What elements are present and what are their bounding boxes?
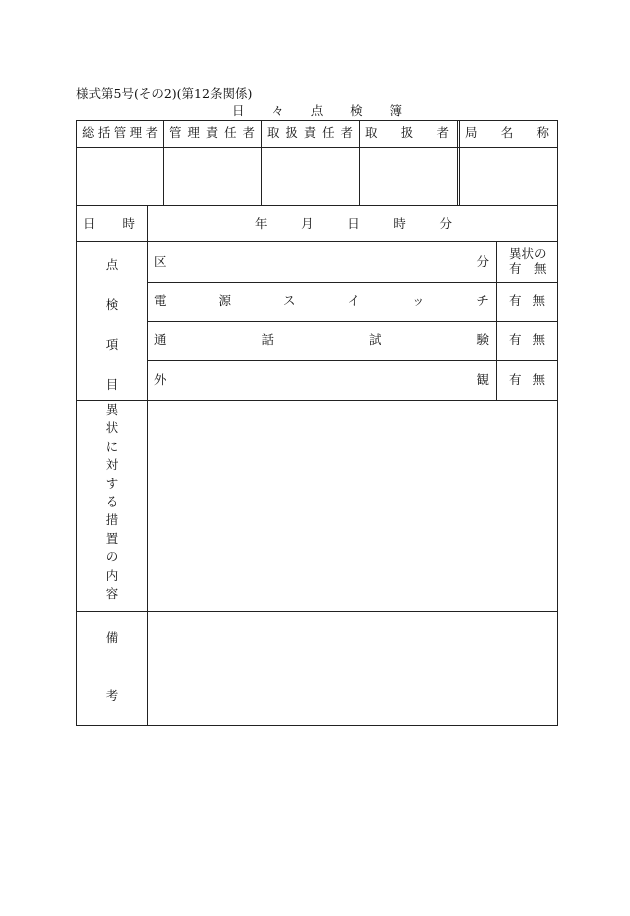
label-char: ス [282,293,296,308]
header-manager [169,126,255,140]
result-no: 無 [532,293,545,308]
table-border-right [557,120,558,726]
table-rule [496,241,497,401]
datetime-units [255,217,452,231]
label-char: 理 [187,125,200,140]
label-char: 話 [261,332,274,347]
label-char: 理 [129,125,143,140]
inspection-items-label [104,258,120,392]
result-no: 無 [532,372,545,387]
label-char: 検 [105,297,119,312]
label-char: 者 [436,125,449,140]
anomaly-header [509,246,547,276]
table-border-bottom [76,725,558,726]
table-border-top [76,120,558,121]
label-char: の [105,549,119,565]
label-char: 取 [365,125,378,140]
table-rule [76,205,558,206]
label-char: 扱 [400,125,414,140]
label-char: 措 [105,512,119,528]
label-char: 管 [113,125,127,140]
result-yes: 有 [509,332,522,347]
label-char: 状 [105,420,119,436]
handling-supervisor-entry[interactable] [262,148,359,205]
power-switch-result[interactable] [509,294,545,308]
label-char: ッ [411,293,425,308]
table-rule [457,120,458,206]
label-char: る [105,493,119,509]
label-char: 管 [169,125,182,140]
label-char: 責 [303,125,317,140]
measures-entry[interactable] [148,401,557,611]
label-char: 異 [105,402,119,417]
label-char: チ [476,293,489,308]
label-char: 通 [154,332,167,347]
result-yes: 有 [509,372,522,387]
form-title [232,101,402,119]
label-char: 分 [476,254,489,269]
handler-entry[interactable] [360,148,457,205]
form-number: 様式第5号(その2)(第12条関係) [76,86,253,101]
label-char: 考 [105,688,119,703]
general-manager-entry[interactable] [77,148,163,205]
datetime-label [83,217,135,231]
label-char: 電 [154,293,167,308]
remarks-label [104,631,120,703]
label-char: 置 [105,530,119,546]
label-char: 試 [368,332,382,347]
label-char: 区 [154,254,167,269]
label-char: 項 [105,337,119,352]
label-char: 目 [105,377,119,392]
label-char: 扱 [285,125,298,140]
measures-label [104,403,120,601]
label-char: 括 [97,125,111,140]
table-border-left [76,120,77,726]
result-yes: 有 [509,293,522,308]
label-char: 容 [105,585,119,601]
label-char: 時 [122,216,135,231]
exterior-result[interactable] [509,373,545,387]
manager-entry[interactable] [164,148,261,205]
day-unit: 日 [347,216,360,231]
label-char: す [105,475,119,491]
inspection-item-exterior [154,373,489,387]
label-char: に [105,438,119,454]
anomaly-header-line1: 異状の [509,246,547,261]
title-char: 日 [232,103,245,118]
label-char: 者 [340,125,353,140]
label-char: 点 [105,257,119,272]
label-char: 日 [83,216,96,231]
inspection-item-call-test [154,333,489,347]
label-char: 任 [224,125,237,140]
label-char: 対 [105,457,119,473]
label-char: 源 [218,293,231,308]
label-char: イ [347,293,360,308]
header-handling-supervisor [267,126,353,140]
label-char: 名 [500,125,514,140]
hour-unit: 時 [393,216,406,231]
label-char: 責 [205,125,219,140]
label-char: 験 [476,332,489,347]
minute-unit: 分 [439,216,452,231]
call-test-result[interactable] [509,333,545,347]
label-char: 者 [242,125,255,140]
label-char: 内 [105,567,119,583]
label-char: 観 [476,372,489,387]
label-char: 取 [267,125,280,140]
label-char: 者 [145,125,158,140]
title-char: 点 [310,103,324,118]
label-char: 局 [465,125,478,140]
category-header [154,255,489,269]
title-char: 々 [271,103,284,118]
inspection-form-table [76,120,558,726]
remarks-entry[interactable] [148,612,557,725]
station-name-entry[interactable] [460,148,557,205]
anomaly-header-line2: 有 無 [509,261,547,276]
table-rule [76,241,558,242]
title-char: 簿 [389,103,402,118]
header-general-manager [82,126,158,140]
inspection-item-power-switch [154,294,489,308]
label-char: 任 [322,125,335,140]
year-unit: 年 [255,216,268,231]
label-char: 総 [82,125,95,140]
header-station-name [465,126,549,140]
label-char: 備 [105,630,119,645]
result-no: 無 [532,332,545,347]
header-handler [365,126,449,140]
title-char: 検 [350,103,363,118]
label-char: 称 [536,125,549,140]
label-char: 外 [154,372,167,387]
month-unit: 月 [301,216,314,231]
